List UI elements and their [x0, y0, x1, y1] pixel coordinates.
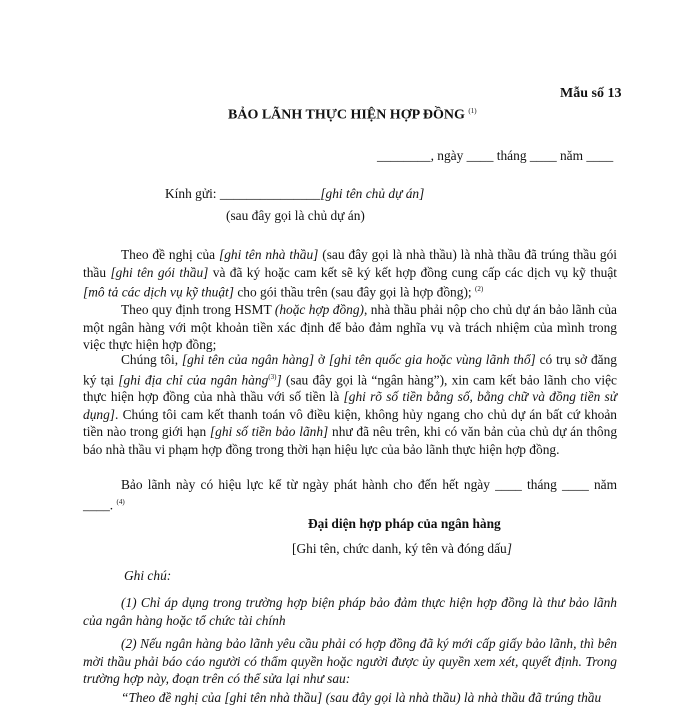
- p3-placeholder-amount: [ghi rõ số tiền bằng số, bằng chữ và đồng tiền sử dụng]: [83, 389, 617, 422]
- document-title: [228, 107, 477, 124]
- p2-italic: (hoặc hợp đồng): [274, 302, 365, 317]
- p3-text-3: có trụ sở đăng ký tại: [83, 352, 617, 387]
- p3-bracket-close: ]: [276, 371, 282, 387]
- date-line: ________, ngày ____ tháng ____ năm ____: [377, 148, 614, 163]
- p2-text-1: Theo quy định trong HSMT: [121, 302, 275, 317]
- paragraph-validity: [83, 476, 617, 513]
- notes-label: Ghi chú:: [124, 568, 172, 583]
- p1-footnote-ref: (2): [474, 285, 484, 293]
- recipient-blank: _______________: [219, 186, 321, 201]
- p3-placeholder-guarantee-amount: [ghi số tiền bảo lãnh]: [209, 424, 329, 440]
- note-3: “Theo đề nghị của [ghi tên nhà thầu] (sau đây gọi là nhà thầu) là nhà thầu đã trúng thầu: [121, 690, 602, 705]
- p2-text-2: , nhà thầu phải nộp cho chủ dự án bảo lãnh của một ngân hàng với một khoản tiền xác định để bảo đảm nghĩa vụ và trách nhiệm của mình trong việc thực hiện hợp đồng;: [83, 302, 617, 352]
- p4-text: Bảo lãnh này có hiệu lực kể từ ngày phát hành cho đến hết ngày ____ tháng ____ năm ____.: [83, 477, 617, 512]
- recipient-line: [165, 186, 424, 202]
- p1-text-1: Theo đề nghị của: [121, 247, 219, 262]
- p3-text-6: như đã nêu trên, khi có văn bản của chủ dự án thông báo nhà thầu vi phạm hợp đồng trong thời hạn hiệu lực của bảo lãnh thực hiện hợp đồng.: [83, 424, 618, 457]
- p3-text-1: Chúng tôi,: [121, 352, 182, 367]
- p1-placeholder-services: [mô tả các dịch vụ kỹ thuật]: [83, 284, 234, 300]
- recipient-subtitle: (sau đây gọi là chủ dự án): [226, 208, 365, 223]
- p3-placeholder-address: [ghi địa chỉ của ngân hàng: [118, 371, 269, 387]
- signature-text: [Ghi tên, chức danh, ký tên và đóng dấu: [292, 541, 507, 556]
- recipient-placeholder: [ghi tên chủ dự án]: [320, 186, 425, 201]
- paragraph-requirement: [83, 301, 617, 354]
- p4-footnote-ref: (4): [116, 497, 125, 506]
- paragraph-commitment: [83, 351, 617, 458]
- note-2: (2) Nếu ngân hàng bảo lãnh yêu cầu phải có hợp đồng đã ký mới cấp giấy bảo lãnh, thì bên mời thầu phải báo cáo người có thẩm quyền hoặc người được ủy quyền xem xét, quyết định. Trong trường hợp này, đoạn trên có thể sửa lại như sau:: [83, 636, 617, 686]
- signature-instructions: [292, 541, 512, 557]
- p1-text-2: (sau đây gọi là nhà thầu) là nhà thầu đã trúng thầu gói thầu: [83, 247, 617, 280]
- title-footnote-ref: (1): [468, 107, 477, 115]
- p3-placeholder-bank: [ghi tên của ngân hàng]: [181, 352, 315, 367]
- title-text: BẢO LÃNH THỰC HIỆN HỢP ĐỒNG: [228, 107, 465, 123]
- form-number: Mẫu số 13: [560, 86, 622, 101]
- p1-text-4: cho gói thầu trên (sau đây gọi là hợp đồng);: [233, 284, 475, 300]
- p3-text-4: (sau đây gọi là “ngân hàng”), xin cam kết bảo lãnh cho việc thực hiện hợp đồng của nhà thầu với số tiền là: [83, 371, 617, 405]
- p3-placeholder-country: [ghi tên quốc gia hoặc vùng lãnh thổ]: [328, 352, 536, 367]
- p1-placeholder-contractor: [ghi tên nhà thầu]: [219, 247, 319, 262]
- note-1: (1) Chỉ áp dụng trong trường hợp biện pháp bảo đảm thực hiện hợp đồng là thư bảo lãnh của ngân hàng hoặc tổ chức tài chính: [83, 595, 617, 628]
- p3-text-5: . Chúng tôi cam kết thanh toán vô điều kiện, không hủy ngang cho chủ dự án bất cứ khoản tiền nào trong giới hạn: [83, 406, 617, 440]
- p3-footnote-ref: (3): [268, 372, 277, 381]
- p1-placeholder-package: [ghi tên gói thầu]: [110, 264, 209, 280]
- signature-bracket-close: ]: [506, 541, 512, 556]
- p3-text-2: ở: [314, 352, 329, 367]
- p1-text-3: và đã ký hoặc cam kết sẽ ký kết hợp đồng cung cấp các dịch vụ kỹ thuật: [208, 264, 618, 280]
- signature-title: Đại diện hợp pháp của ngân hàng: [308, 516, 501, 531]
- paragraph-request: [83, 246, 617, 301]
- recipient-prefix: Kính gửi:: [165, 186, 220, 201]
